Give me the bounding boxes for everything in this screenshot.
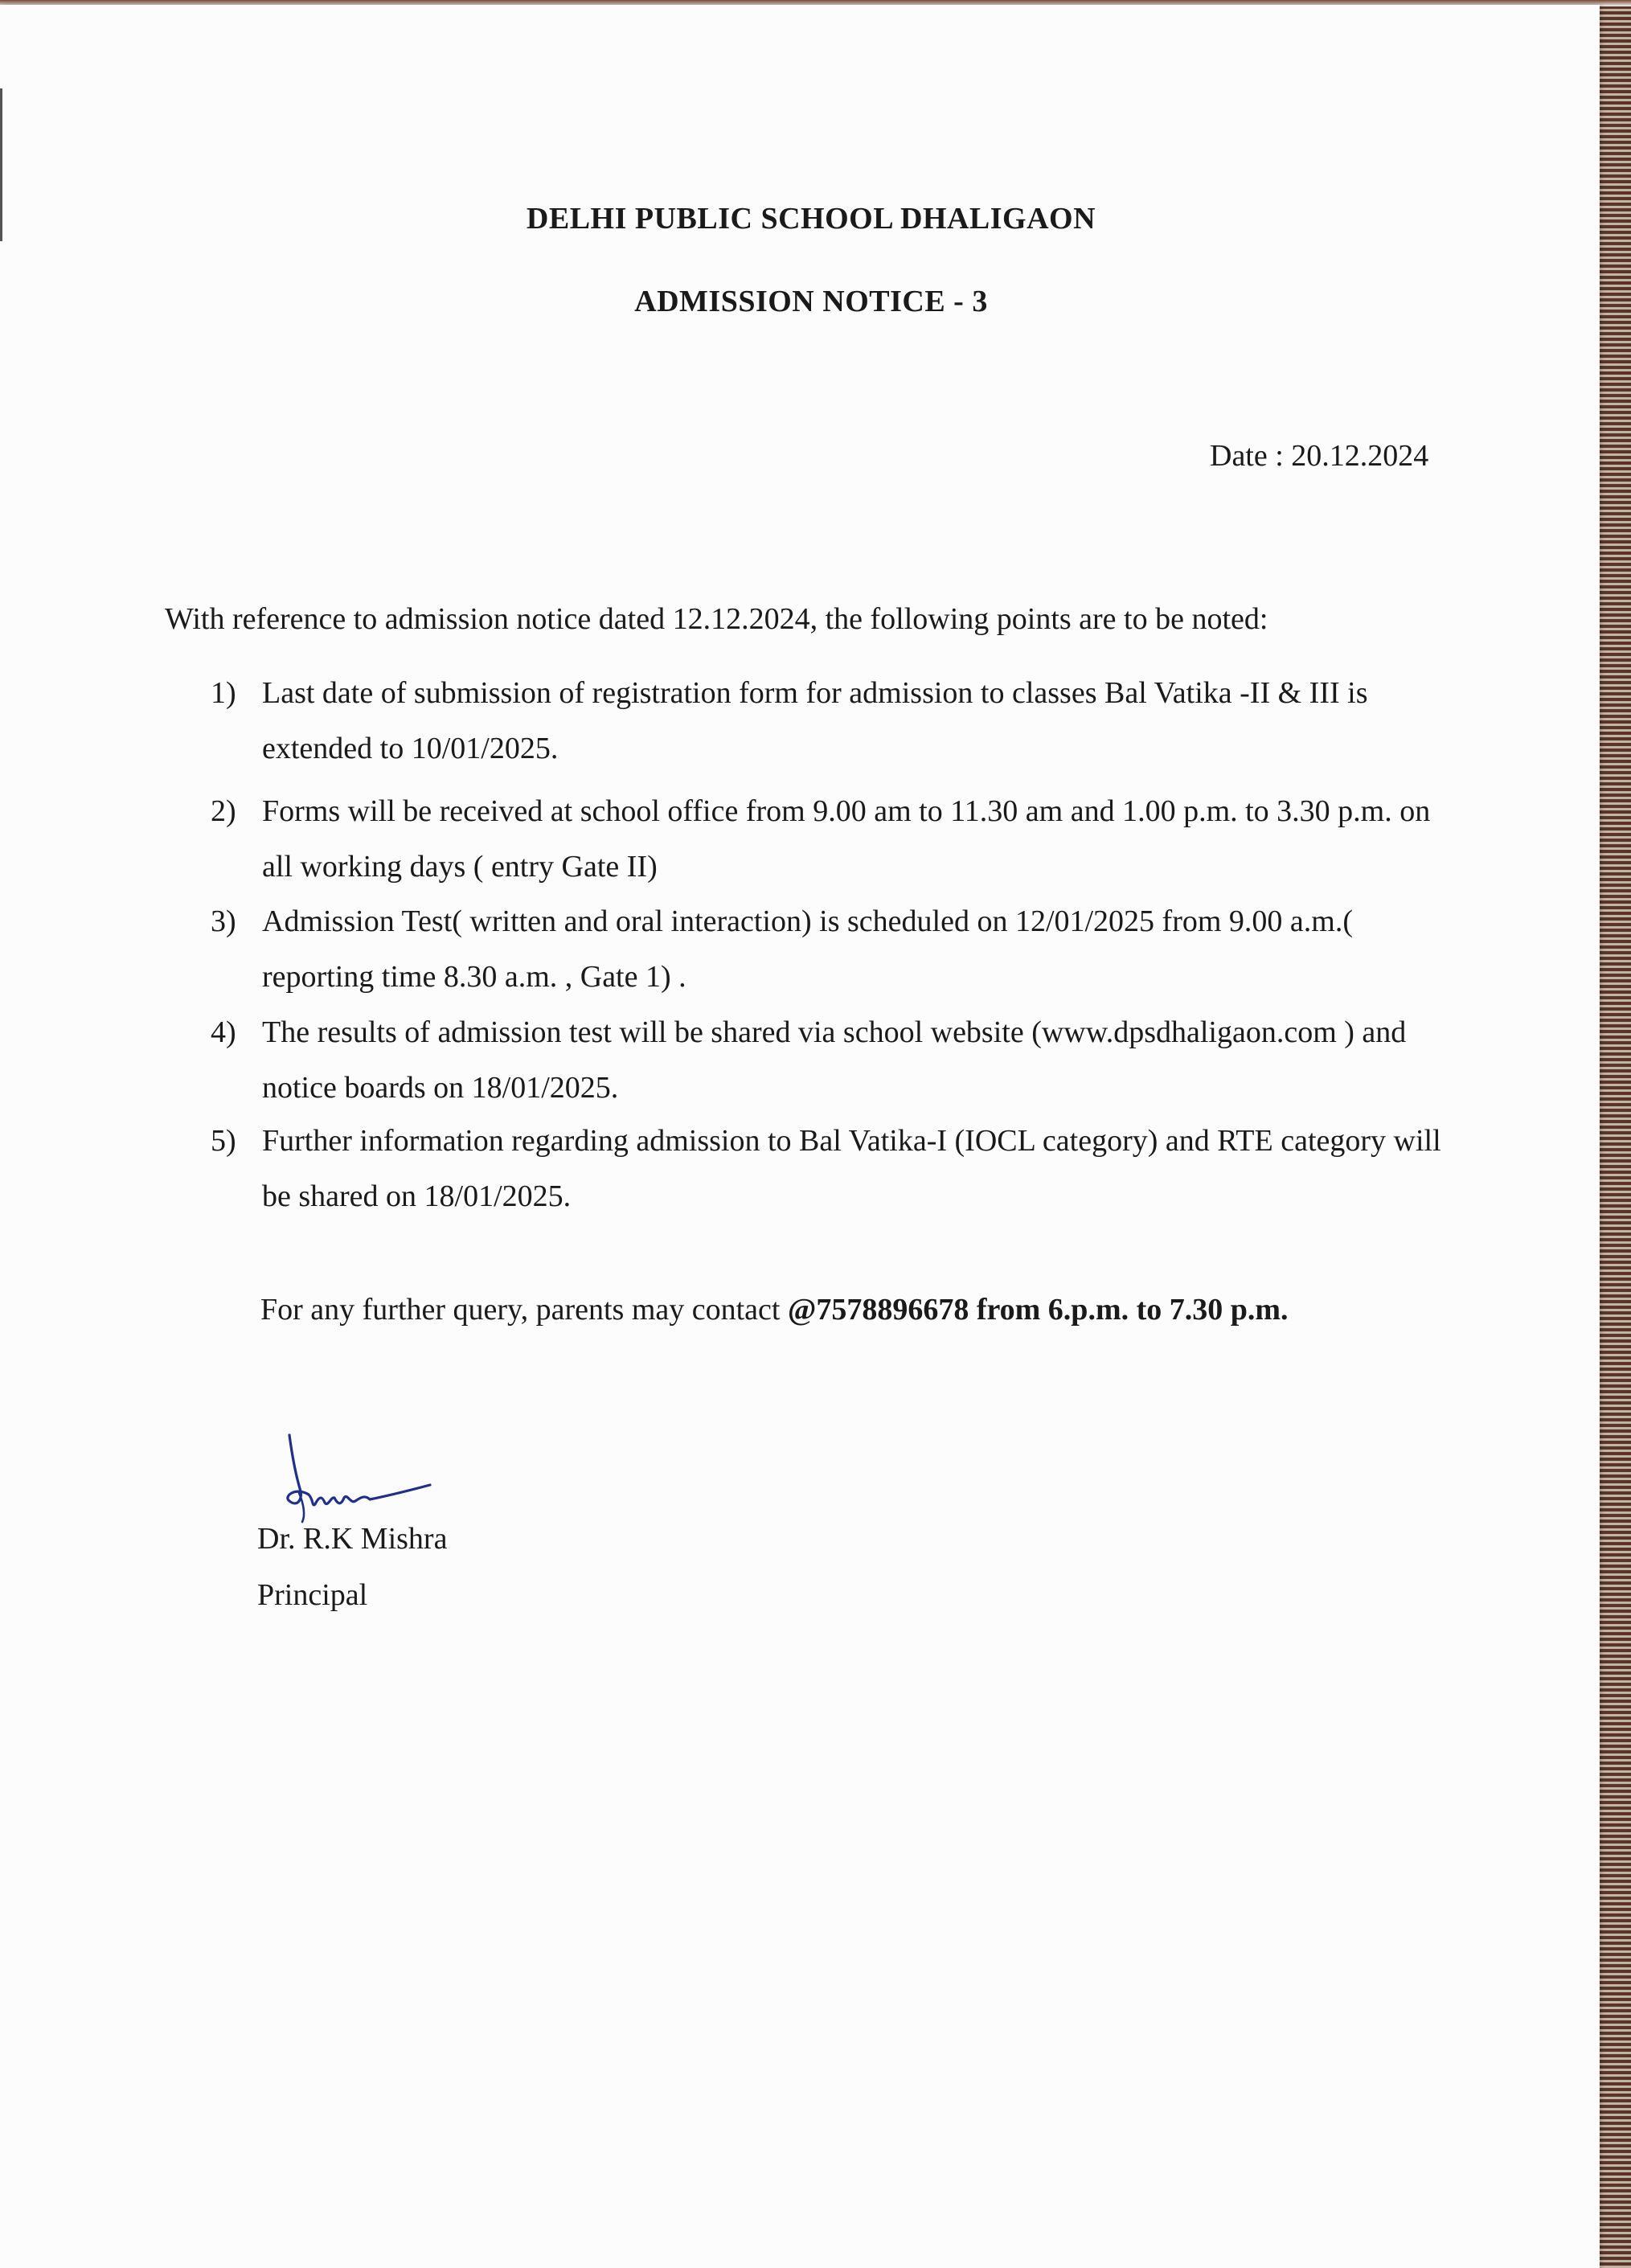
contact-details: @7578896678 from 6.p.m. to 7.30 p.m. [787, 1293, 1289, 1327]
notice-point [211, 1005, 1465, 1116]
point-number: 1) [211, 676, 236, 710]
point-text: Last date of submission of registration form for admission to classes Bal Vatika -II & III is extended to 10/01/2025. [262, 676, 1368, 765]
notice-title: ADMISSION NOTICE - 3 [634, 285, 988, 318]
point-text: Forms will be received at school office from 9.00 am to 11.30 am and 1.00 p.m. to 3.30 p.m. on all working days ( entry Gate II) [262, 794, 1431, 884]
school-name: DELHI PUBLIC SCHOOL DHALIGAON [526, 202, 1096, 236]
point-number: 5) [211, 1124, 236, 1158]
fabric-edge [1596, 0, 1631, 2268]
notice-point [211, 784, 1465, 895]
notice-point [211, 666, 1465, 777]
contact-line [260, 1292, 1289, 1327]
signatory-designation: Principal [257, 1578, 368, 1612]
point-number: 4) [211, 1015, 236, 1049]
point-text: Admission Test( written and oral interaction) is scheduled on 12/01/2025 from 9.00 a.m.( reporting time 8.30 a.m. , Gate 1) . [262, 904, 1353, 994]
signatory-name: Dr. R.K Mishra [257, 1522, 448, 1556]
point-text: The results of admission test will be shared via school website (www.dpsdhaligaon.com ) and notice boards on 18/01/2025. [262, 1015, 1407, 1105]
notice-point [211, 894, 1465, 1005]
point-number: 2) [211, 794, 236, 828]
notice-point [211, 1113, 1465, 1224]
notice-date: Date : 20.12.2024 [1210, 439, 1429, 473]
intro-paragraph: With reference to admission notice dated 12.12.2024, the following points are to be noted: [165, 602, 1268, 636]
point-text: Further information regarding admission to Bal Vatika-I (IOCL category) and RTE category will be shared on 18/01/2025. [262, 1124, 1441, 1213]
point-number: 3) [211, 904, 236, 938]
contact-prefix: For any further query, parents may contact [260, 1293, 788, 1327]
